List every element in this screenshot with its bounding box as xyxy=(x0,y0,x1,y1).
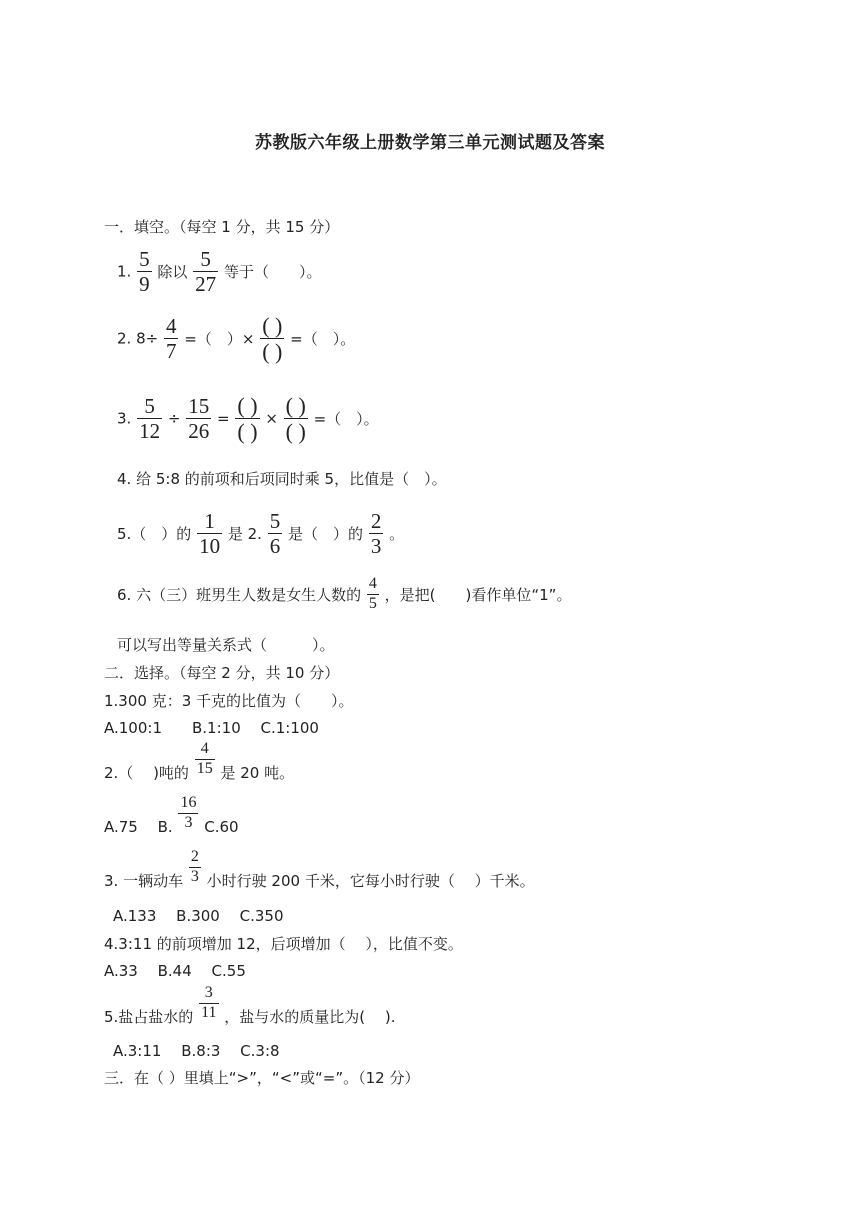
text: 是 20 吨。 xyxy=(220,763,295,782)
text: 5.盐占盐水的 xyxy=(104,1007,194,1026)
text: A.75 B. xyxy=(104,817,173,836)
text: × xyxy=(265,409,278,428)
fraction: $\frac{16}{3}$ xyxy=(180,794,197,831)
s1-q6b: 可以写出等量关系式（ ）。 xyxy=(117,636,335,654)
text: ，盐与水的质量比为( ). xyxy=(224,1007,396,1026)
fraction: $\frac{5}{12}$ xyxy=(139,394,161,444)
blank-fraction: $\frac{( )}{( )}$ xyxy=(237,393,258,445)
s1-q3 xyxy=(117,394,379,443)
fraction: $\frac{5}{9}$ xyxy=(139,247,150,297)
text: ÷ xyxy=(167,409,181,428)
s1-q5 xyxy=(117,510,404,557)
fraction: $\frac{4}{5}$ xyxy=(368,575,377,612)
page-title: 苏教版六年级上册数学第三单元测试题及答案 xyxy=(255,133,605,153)
text: =（ ）。 xyxy=(290,330,356,349)
blank-fraction: $\frac{( )}{( )}$ xyxy=(285,393,306,445)
s2-q5-options: A.3:11 B.8:3 C.3:8 xyxy=(113,1042,280,1060)
s1-q2 xyxy=(117,314,355,363)
fraction: $\frac{4}{7}$ xyxy=(165,314,177,364)
fraction: $\frac{4}{15}$ xyxy=(196,740,213,777)
q-number: 3. xyxy=(117,409,132,428)
text: =（ ）× xyxy=(184,330,255,349)
text: C.60 xyxy=(204,817,239,836)
fraction: $\frac{5}{27}$ xyxy=(195,247,217,297)
fraction: $\frac{2}{3}$ xyxy=(370,509,382,559)
text: 小时行驶 200 千米，它每小时行驶（ ）千米。 xyxy=(206,871,535,890)
s2-q2-options xyxy=(104,795,239,837)
blank-fraction: $\frac{( )}{( )}$ xyxy=(262,313,283,365)
text: 除以 xyxy=(157,263,188,282)
s1-q6 xyxy=(117,576,571,613)
section3-heading: 三．在（ ）里填上“>”，“<”或“=”。（12 分） xyxy=(104,1069,420,1087)
q-number: 1. xyxy=(117,262,132,281)
s1-q1 xyxy=(117,248,321,295)
section1-heading: 一．填空。（每空 1 分，共 15 分） xyxy=(104,218,340,236)
s2-q5 xyxy=(104,985,396,1027)
s2-q2 xyxy=(104,741,294,783)
section2-heading: 二．选择。（每空 2 分，共 10 分） xyxy=(104,664,340,682)
s2-q1: 1.300 克：3 千克的比值为（ ）。 xyxy=(104,692,354,710)
s2-q3-options: A.133 B.300 C.350 xyxy=(113,907,284,925)
text: ，是把( )看作单位“1”。 xyxy=(384,585,572,604)
text: 。 xyxy=(389,525,405,544)
text: =（ ）。 xyxy=(313,410,379,429)
text: 是 2. xyxy=(227,525,262,544)
fraction: $\frac{5}{6}$ xyxy=(269,509,281,559)
text: 是（ ）的 xyxy=(288,525,364,544)
fraction: $\frac{15}{26}$ xyxy=(188,394,210,444)
s2-q1-options: A.100:1 B.1:10 C.1:100 xyxy=(104,719,319,737)
s1-q4: 4. 给 5:8 的前项和后项同时乘 5，比值是（ ）。 xyxy=(117,470,447,488)
text: 3. 一辆动车 xyxy=(104,871,184,890)
text: 2. 8÷ xyxy=(117,329,159,348)
s2-q4: 4.3:11 的前项增加 12，后项增加（ ），比值不变。 xyxy=(104,935,463,953)
s2-q3 xyxy=(104,849,535,891)
s2-q4-options: A.33 B.44 C.55 xyxy=(104,962,246,980)
text: 6. 六（三）班男生人数是女生人数的 xyxy=(117,585,362,604)
fraction: $\frac{3}{11}$ xyxy=(201,984,217,1021)
text: 5.（ ）的 xyxy=(117,525,192,544)
text: = xyxy=(217,409,230,428)
text: 2.（ )吨的 xyxy=(104,763,189,782)
fraction: $\frac{2}{3}$ xyxy=(190,848,199,885)
fraction: $\frac{1}{10}$ xyxy=(199,509,221,559)
text: 等于（ ）。 xyxy=(223,263,322,282)
